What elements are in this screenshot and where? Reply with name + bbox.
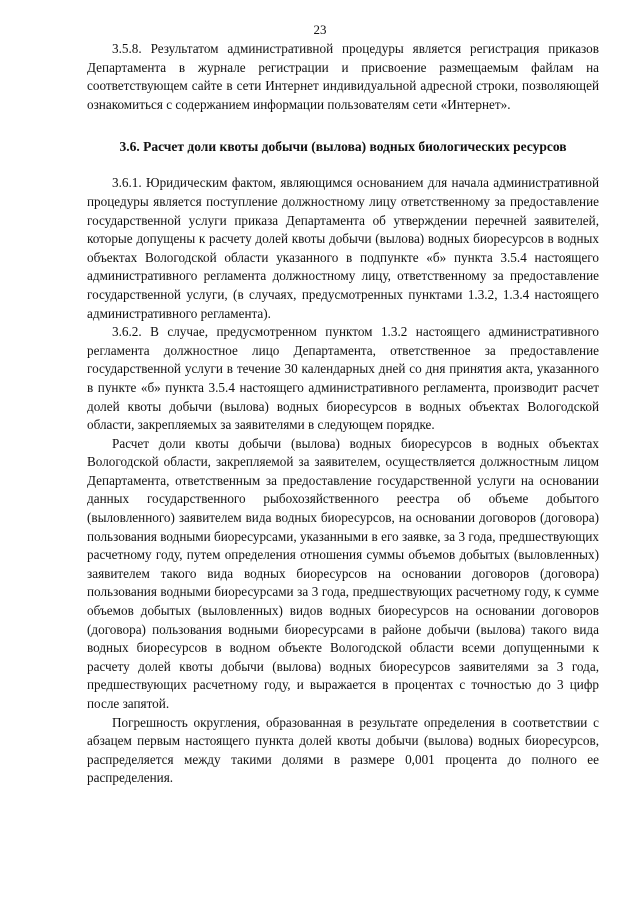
section-heading-3-6: 3.6. Расчет доли квоты добычи (вылова) водных биологических ресурсов bbox=[119, 139, 567, 155]
paragraph-3-6-2: 3.6.2. В случае, предусмотренном пунктом 1.3.2 настоящего административного регламента должностное лицо Департамента, ответственное за предоставление государственной услуги в течение 30 календарных дней со дня принятия акта, указанного в пункте «б» пункта 3.5.4 настоящего административного регламента, производит расчет долей квоты добычи (вылова) водных биоресурсов в водных объектах Вологодской области, закрепляемых за заявителями в следующем порядке. bbox=[87, 324, 599, 433]
paragraph-3-6-1: 3.6.1. Юридическим фактом, являющимся основанием для начала административной процедуры является поступление должностному лицу ответственному за предоставление государственной услуги приказа Департамента об утверждении перечней заявителей, которые допущены к расчету долей квоты добычи (вылова) водных биоресурсов в водных объектах Вологодской области указанного в подпункте «б» пункта 3.5.4 настоящего административного регламента должностному лицу, ответственному за предоставление государственной услуги, (в случаях, предусмотренных пунктами 1.3.2, 1.3.4 настоящего административного регламента). bbox=[87, 175, 599, 321]
document-body bbox=[87, 40, 599, 788]
paragraph-calculation: Расчет доли квоты добычи (вылова) водных биоресурсов в водных объектах Вологодской области, закрепляемой за заявителем, осуществляется должностным лицом Департамента, ответственным за предоставление государственной услуги на основании данных государственного рыбохозяйственного реестра об объеме добытого (выловленного) заявителем вида водных биоресурсов, на основании договоров (договора) пользования водными биоресурсами, указанными в его заявке, за 3 года, предшествующих расчетному году, путем определения отношения суммы объемов добытых (выловленных) заявителем такого вида водных биоресурсов на основании договоров (договора) пользования водными биоресурсами за 3 года, предшествующих расчетному году, к сумме объемов добытых (выловленных) видов водных биоресурсов на основании договоров (договора) пользования водными биоресурсами в районе добычи (вылова) такого вида водных биоресурсов в водном объекте Вологодской области всеми допущенными к расчету долей квоты добычи (вылова) водных биоресурсов заявителями за 3 года, предшествующих расчетному году, и выражается в процентах с точностью до 3 цифр после запятой. bbox=[87, 435, 599, 711]
paragraph-rounding: Погрешность округления, образованная в результате определения в соответствии с абзацем первым настоящего пункта долей квоты добычи (вылова) водных биоресурсов, распределяется между такими долями в размере 0,001 процента до полного ее распределения. bbox=[87, 714, 599, 786]
page-number: 23 bbox=[313, 22, 327, 37]
paragraph-3-5-8: 3.5.8. Результатом административной процедуры является регистрация приказов Департамента в журнале регистрации и присвоение размещаемым файлам на соответствующем сайте в сети Интернет индивидуальной адресной строки, позволяющей ознакомиться с содержанием информации пользователям сети «Интернет». bbox=[87, 41, 599, 112]
